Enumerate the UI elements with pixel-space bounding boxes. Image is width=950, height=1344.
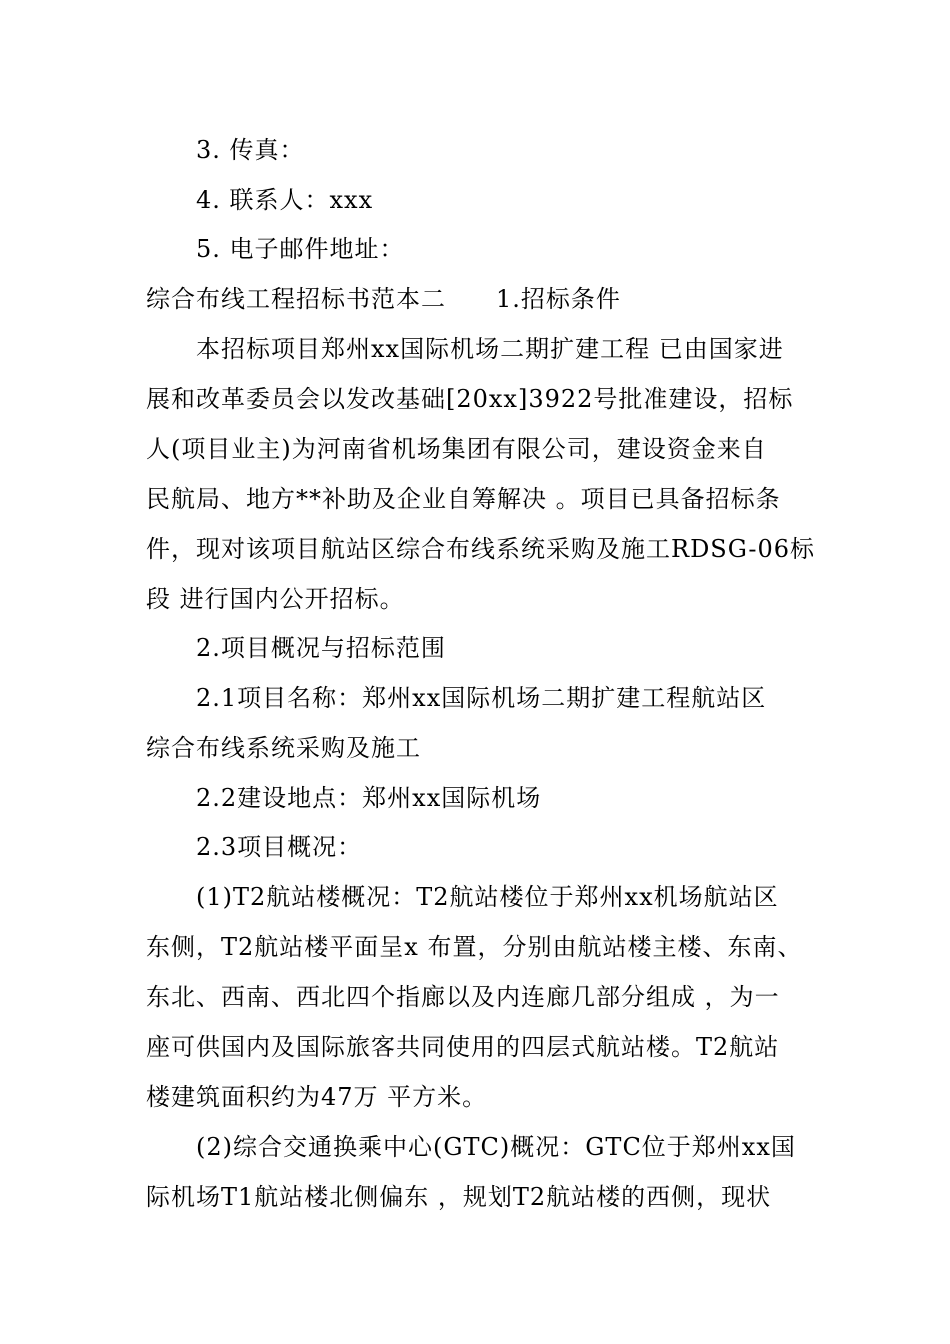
contact-email: 5. 电子邮件地址： <box>196 235 405 263</box>
paragraph-line: 楼建筑面积约为47万 平方米。 <box>146 1083 488 1111</box>
paragraph-line: 展和改革委员会以发改基础[20xx]3922号批准建设，招标 <box>146 385 794 413</box>
paragraph-line: 2.3项目概况： <box>196 833 363 861</box>
paragraph-line: 综合布线系统采购及施工 <box>146 734 421 762</box>
paragraph-line: 际机场T1航站楼北侧偏东 ，规划T2航站楼的西侧，现状 <box>146 1183 772 1211</box>
paragraph-line: 东侧，T2航站楼平面呈x 布置，分别由航站楼主楼、东南、 <box>146 933 803 961</box>
paragraph-line: 东北、西南、西北四个指廊以及内连廊几部分组成 ，为一 <box>146 983 780 1011</box>
contact-fax: 3. 传真： <box>196 136 305 164</box>
paragraph-line: 民航局、地方**补助及企业自筹解决 。项目已具备招标条 <box>146 485 781 513</box>
contact-person: 4. 联系人：xxx <box>196 186 374 214</box>
paragraph-line: 段 进行国内公开招标。 <box>146 585 405 613</box>
paragraph-line: (1)T2航站楼概况：T2航站楼位于郑州xx机场航站区 <box>196 883 779 911</box>
paragraph-line: 2.2建设地点：郑州xx国际机场 <box>196 784 542 812</box>
paragraph-line: 本招标项目郑州xx国际机场二期扩建工程 已由国家进 <box>196 335 784 363</box>
subsection-heading: 2.项目概况与招标范围 <box>196 634 446 662</box>
paragraph-line: 人(项目业主)为河南省机场集团有限公司，建设资金来自 <box>146 435 767 463</box>
paragraph-line: 座可供国内及国际旅客共同使用的四层式航站楼。T2航站 <box>146 1033 780 1061</box>
paragraph-line: 件，现对该项目航站区综合布线系统采购及施工RDSG-06标 <box>146 535 816 563</box>
paragraph-line: (2)综合交通换乘中心(GTC)概况：GTC位于郑州xx国 <box>196 1133 796 1161</box>
section-heading: 综合布线工程招标书范本二 1.招标条件 <box>146 285 621 313</box>
paragraph-line: 2.1项目名称：郑州xx国际机场二期扩建工程航站区 <box>196 684 767 712</box>
